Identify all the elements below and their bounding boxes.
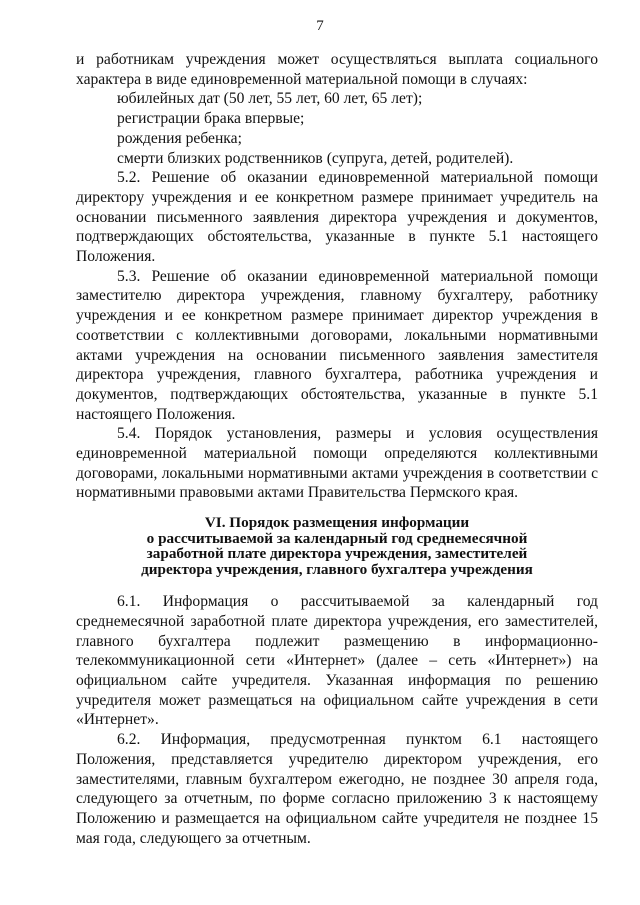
section-6-heading-line: о рассчитываемой за календарный год среднемесячной xyxy=(146,529,528,547)
paragraph-5-4: 5.4. Порядок установления, размеры и условия осуществления единовременной материальной помощи определяются коллективными договорами, локальными нормативными актами учреждения в соответствии с нормативными правовыми актами Правительства Пермского края. xyxy=(76,425,598,502)
case-item: регистрации брака впервые; xyxy=(117,110,305,128)
paragraph-6-1: 6.1. Информация о рассчитываемой за календарный год среднемесячной заработной плате директора учреждения, его заместителей, главного бухгалтера подлежит размещению в информационно-телекоммуникационной сети «Интернет» (далее – сеть «Интернет») на официальном сайте учредителя. Указанная информация по решению учредителя может размещаться на официальном сайте учреждения в сети «Интернет». xyxy=(76,593,598,729)
case-item: юбилейных дат (50 лет, 55 лет, 60 лет, 65 лет); xyxy=(117,90,423,108)
section-6-heading-line: директора учреждения, главного бухгалтера учреждения xyxy=(141,560,533,578)
paragraph-5-2: 5.2. Решение об оказании единовременной материальной помощи директору учреждения и ее конкретном размере принимает учредитель на основании письменного заявления директора учреждения и документов, подтверждающих обстоятельства, указанные в пункте 5.1 настоящего Положения. xyxy=(76,169,598,266)
section-6-heading xyxy=(76,515,598,577)
document-body xyxy=(76,50,598,848)
paragraph-5-3: 5.3. Решение об оказании единовременной материальной помощи заместителю директора учреждения, главному бухгалтеру, работнику учреждения и ее конкретном размере принимает директор учреждения в соответствии с коллективными договорами, локальными нормативными актами учреждения на основании письменного заявления заместителя директора учреждения, главного бухгалтера, работника учреждения и документов, подтверждающих обстоятельства, указанные в пункте 5.1 настоящего Положения. xyxy=(76,267,598,423)
paragraph-6-2: 6.2. Информация, предусмотренная пунктом 6.1 настоящего Положения, представляется учредителю директором учреждения, его заместителями, главным бухгалтером ежегодно, не позднее 30 апреля года, следующего за отчетным, по форме согласно приложению 3 к настоящему Положению и размещается на официальном сайте учредителя не позднее 15 мая года, следующего за отчетным. xyxy=(76,731,598,847)
case-item: смерти близких родственников (супруга, детей, родителей). xyxy=(117,149,514,167)
intro-paragraph: и работникам учреждения может осуществляться выплата социального характера в виде единовременной материальной помощи в случаях: xyxy=(76,51,598,88)
page-number: 7 xyxy=(316,18,324,34)
section-6-heading-line: заработной плате директора учреждения, заместителей xyxy=(146,545,528,563)
section-6-heading-line: VI. Порядок размещения информации xyxy=(204,514,470,532)
case-item: рождения ребенка; xyxy=(117,129,242,147)
